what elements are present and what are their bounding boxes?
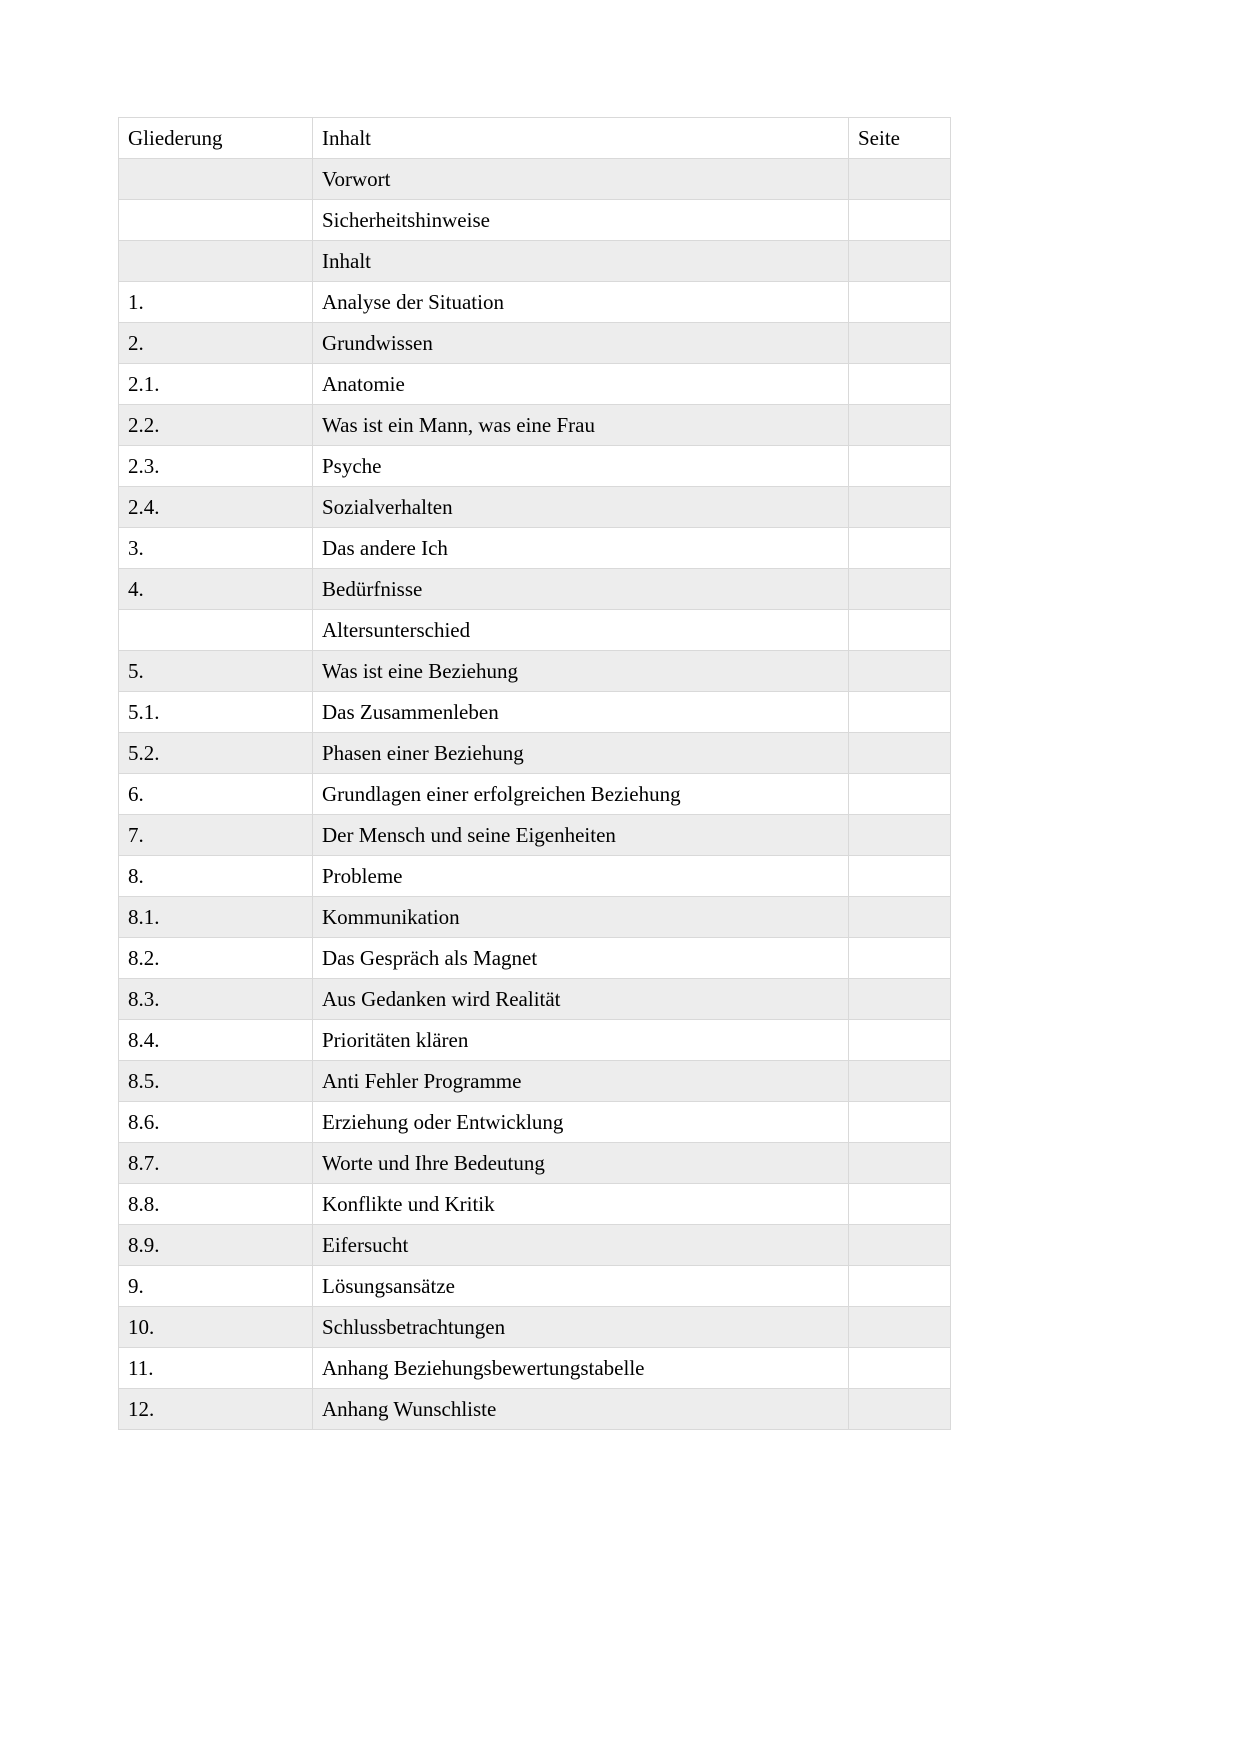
outline-cell: 8. [119,856,313,897]
outline-cell: 8.9. [119,1225,313,1266]
outline-cell: 6. [119,774,313,815]
content-cell: Probleme [313,856,849,897]
table-row [119,979,951,1020]
table-row [119,1102,951,1143]
outline-cell: 4. [119,569,313,610]
table-row [119,487,951,528]
content-cell: Bedürfnisse [313,569,849,610]
header-outline: Gliederung [119,118,313,159]
outline-cell: 5.2. [119,733,313,774]
content-cell: Sozialverhalten [313,487,849,528]
table-row [119,282,951,323]
page-cell [849,569,951,610]
content-cell: Eifersucht [313,1225,849,1266]
header-content: Inhalt [313,118,849,159]
content-cell: Konflikte und Kritik [313,1184,849,1225]
table-row [119,733,951,774]
content-cell: Phasen einer Beziehung [313,733,849,774]
page-cell [849,979,951,1020]
outline-cell: 8.8. [119,1184,313,1225]
page-cell [849,692,951,733]
outline-cell: 12. [119,1389,313,1430]
table-row [119,774,951,815]
outline-cell: 2.3. [119,446,313,487]
outline-cell: 5. [119,651,313,692]
content-cell: Vorwort [313,159,849,200]
outline-cell [119,610,313,651]
content-cell: Anhang Beziehungsbewertungstabelle [313,1348,849,1389]
content-cell: Der Mensch und seine Eigenheiten [313,815,849,856]
page-cell [849,1348,951,1389]
content-cell: Was ist ein Mann, was eine Frau [313,405,849,446]
content-cell: Inhalt [313,241,849,282]
page-cell [849,323,951,364]
outline-cell [119,159,313,200]
outline-cell: 5.1. [119,692,313,733]
content-cell: Was ist eine Beziehung [313,651,849,692]
table-header-row [119,118,951,159]
content-cell: Lösungsansätze [313,1266,849,1307]
table-row [119,323,951,364]
table-row [119,815,951,856]
table-row [119,241,951,282]
content-cell: Analyse der Situation [313,282,849,323]
table-body [119,118,951,1430]
content-cell: Das Gespräch als Magnet [313,938,849,979]
outline-cell: 3. [119,528,313,569]
content-cell: Altersunterschied [313,610,849,651]
page-cell [849,1266,951,1307]
table-row [119,938,951,979]
page-cell [849,405,951,446]
content-cell: Sicherheitshinweise [313,200,849,241]
table-row [119,200,951,241]
outline-cell: 2.2. [119,405,313,446]
outline-cell: 2. [119,323,313,364]
table-row [119,1143,951,1184]
content-cell: Prioritäten klären [313,1020,849,1061]
page-cell [849,1020,951,1061]
page-cell [849,528,951,569]
content-cell: Grundlagen einer erfolgreichen Beziehung [313,774,849,815]
outline-cell: 2.4. [119,487,313,528]
content-cell: Psyche [313,446,849,487]
table-row [119,446,951,487]
table-row [119,1225,951,1266]
content-cell: Das andere Ich [313,528,849,569]
page-cell [849,1143,951,1184]
page-cell [849,897,951,938]
content-cell: Aus Gedanken wird Realität [313,979,849,1020]
content-cell: Das Zusammenleben [313,692,849,733]
table-row [119,610,951,651]
content-cell: Anti Fehler Programme [313,1061,849,1102]
content-cell: Kommunikation [313,897,849,938]
page-cell [849,1307,951,1348]
table-row [119,692,951,733]
page-cell [849,446,951,487]
outline-cell: 2.1. [119,364,313,405]
page-cell [849,733,951,774]
table-row [119,405,951,446]
table-row [119,1184,951,1225]
page-cell [849,487,951,528]
table-row [119,159,951,200]
table-row [119,1020,951,1061]
page-cell [849,200,951,241]
page-cell [849,610,951,651]
table-row [119,897,951,938]
outline-cell: 8.3. [119,979,313,1020]
page-cell [849,159,951,200]
page-cell [849,282,951,323]
page-cell [849,856,951,897]
content-cell: Worte und Ihre Bedeutung [313,1143,849,1184]
outline-cell: 10. [119,1307,313,1348]
page-cell [849,364,951,405]
page-cell [849,1061,951,1102]
page-cell [849,1184,951,1225]
table-row [119,1266,951,1307]
header-page: Seite [849,118,951,159]
page-cell [849,938,951,979]
table-row [119,1348,951,1389]
page-cell [849,815,951,856]
outline-cell [119,200,313,241]
content-cell: Erziehung oder Entwicklung [313,1102,849,1143]
outline-cell: 8.7. [119,1143,313,1184]
table-row [119,1389,951,1430]
content-cell: Schlussbetrachtungen [313,1307,849,1348]
page-cell [849,1102,951,1143]
content-cell: Anhang Wunschliste [313,1389,849,1430]
table-of-contents [118,117,951,1430]
outline-cell: 8.6. [119,1102,313,1143]
outline-cell: 1. [119,282,313,323]
page-cell [849,1225,951,1266]
table-row [119,364,951,405]
table-row [119,856,951,897]
outline-cell: 8.4. [119,1020,313,1061]
page-cell [849,241,951,282]
table-row [119,1061,951,1102]
outline-cell [119,241,313,282]
table-row [119,528,951,569]
page-cell [849,774,951,815]
page-cell [849,1389,951,1430]
table-row [119,651,951,692]
table-row [119,1307,951,1348]
outline-cell: 8.5. [119,1061,313,1102]
content-cell: Grundwissen [313,323,849,364]
outline-cell: 7. [119,815,313,856]
outline-cell: 11. [119,1348,313,1389]
table-row [119,569,951,610]
outline-cell: 8.1. [119,897,313,938]
content-cell: Anatomie [313,364,849,405]
outline-cell: 9. [119,1266,313,1307]
outline-cell: 8.2. [119,938,313,979]
page-cell [849,651,951,692]
